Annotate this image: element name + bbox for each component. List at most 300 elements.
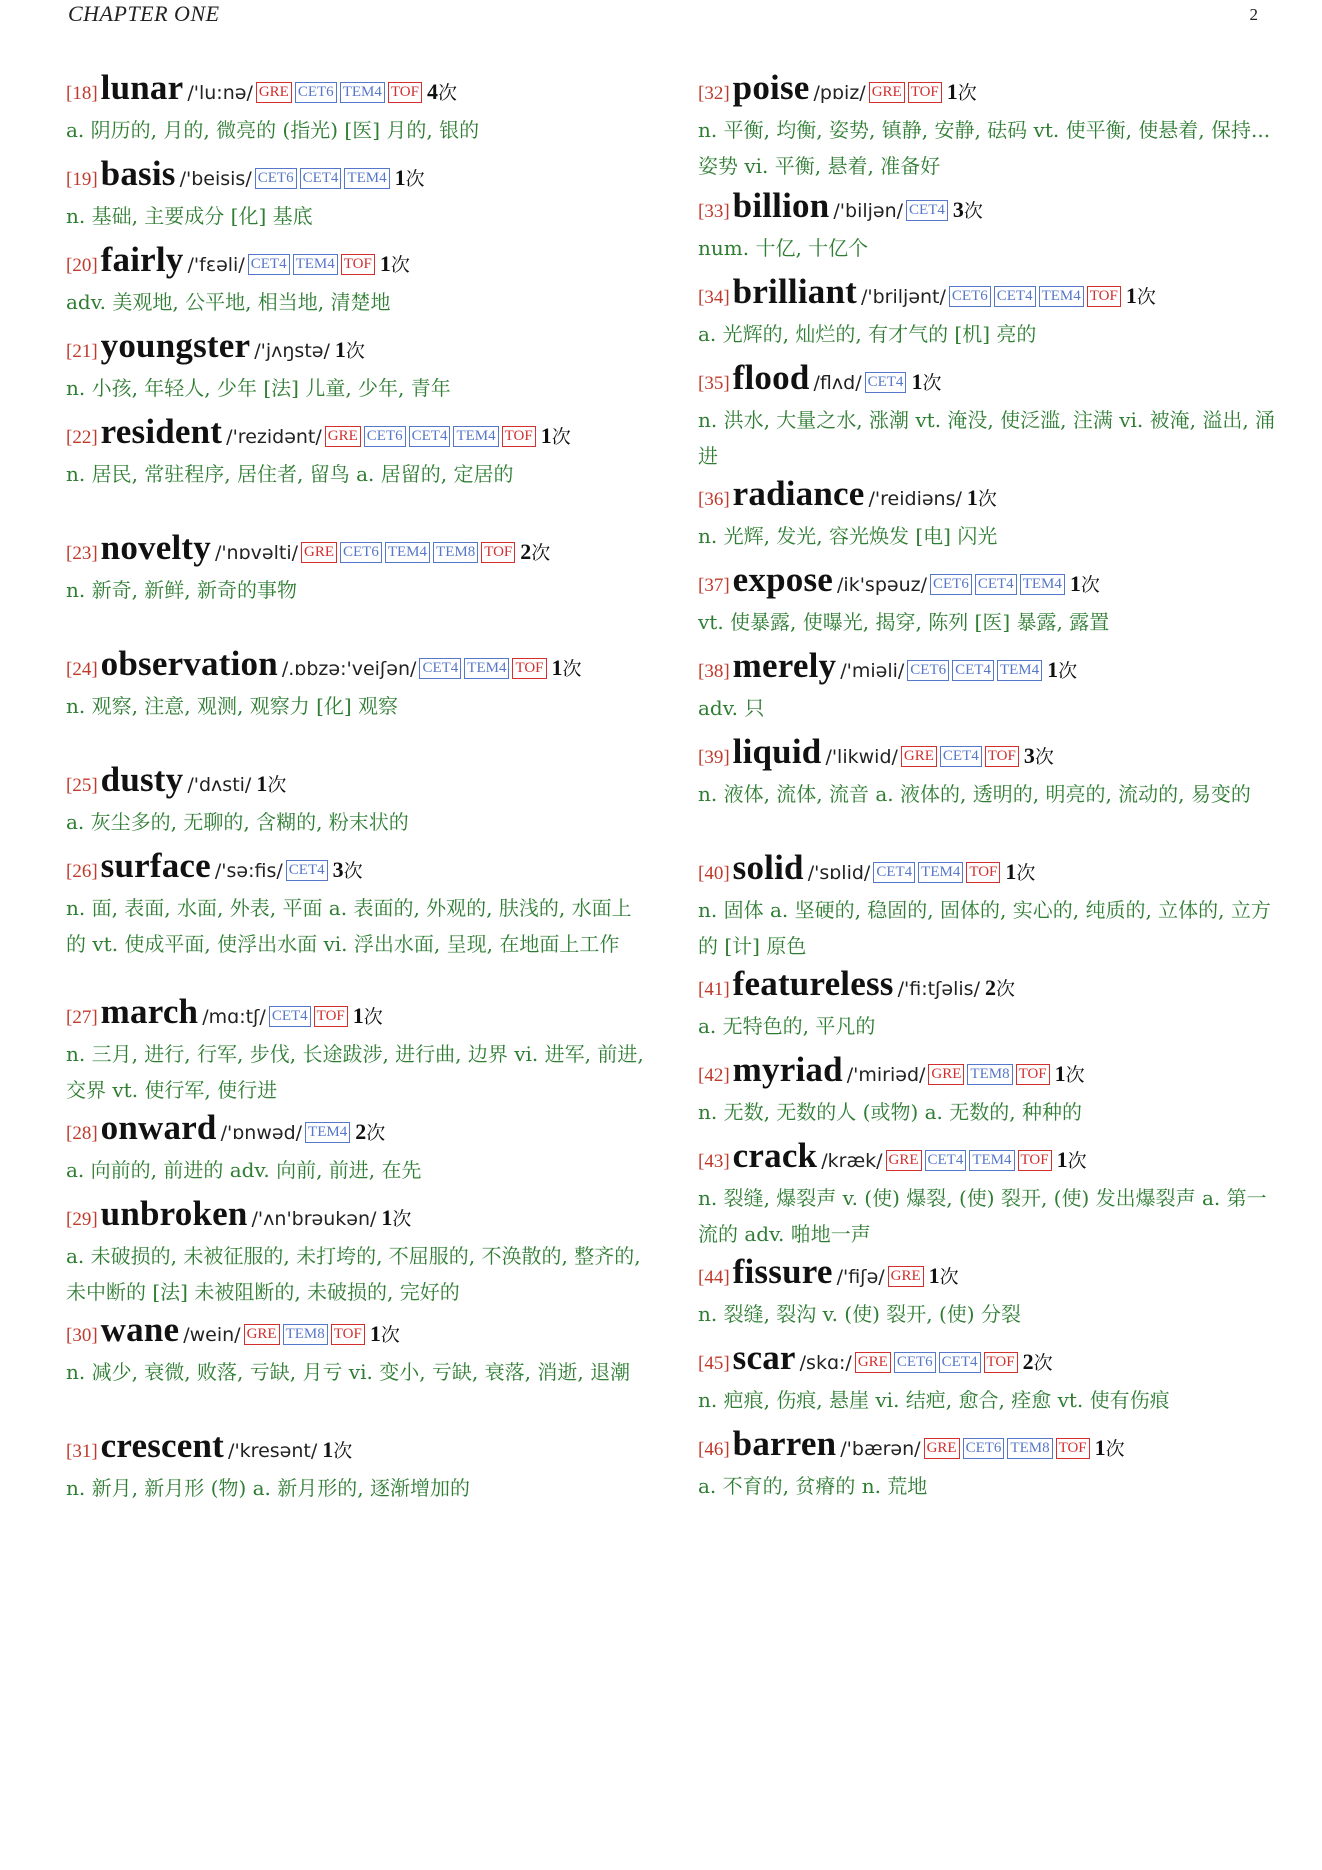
- occurrence-count: 1: [394, 165, 406, 190]
- entry-headline: [698, 648, 1278, 690]
- exam-tag: CET4: [248, 254, 290, 275]
- occurrence-count: 1: [1005, 859, 1017, 884]
- vocab-entry: [698, 360, 1278, 474]
- entry-index: [42]: [698, 1065, 730, 1086]
- vocab-entry: [698, 274, 1278, 352]
- exam-tag: CET4: [419, 658, 461, 679]
- exam-tag: TEM8: [1007, 1438, 1052, 1459]
- entry-phonetic: /'dʌsti/: [187, 774, 252, 796]
- entry-headline: [698, 734, 1278, 776]
- vocab-entry: [66, 70, 646, 148]
- exam-tag: TEM4: [305, 1122, 350, 1143]
- occurrence-count: 4: [426, 79, 438, 104]
- exam-tag: TOF: [908, 82, 942, 103]
- entry-index: [44]: [698, 1267, 730, 1288]
- entry-index: [35]: [698, 373, 730, 394]
- entry-index: [31]: [66, 1441, 98, 1462]
- exam-tag: TOF: [314, 1006, 348, 1027]
- entry-index: [26]: [66, 861, 98, 882]
- exam-tag: TOF: [512, 658, 546, 679]
- exam-tag: GRE: [928, 1064, 964, 1085]
- entry-index: [22]: [66, 427, 98, 448]
- exam-tag: TEM8: [283, 1324, 328, 1345]
- occurrence-unit: 次: [531, 542, 551, 564]
- exam-tag: CET4: [939, 1352, 981, 1373]
- entry-phonetic: /'beisis/: [179, 168, 252, 190]
- entry-headline: [66, 414, 646, 456]
- entry-definition: n. 液体, 流体, 流音 a. 液体的, 透明的, 明亮的, 流动的, 易变的: [698, 782, 1251, 806]
- entry-headline: [66, 1312, 646, 1354]
- exam-tag: TOF: [1018, 1150, 1052, 1171]
- exam-tag: GRE: [855, 1352, 891, 1373]
- entry-headline: [698, 188, 1278, 230]
- entry-headline: [66, 762, 646, 804]
- entry-definition: n. 裂缝, 爆裂声 v. (使) 爆裂, (使) 裂开, (使) 发出爆裂声 a. 第一流的 adv. 啪地一声: [698, 1186, 1267, 1246]
- entry-definition: n. 减少, 衰微, 败落, 亏缺, 月亏 vi. 变小, 亏缺, 衰落, 消逝, 退潮: [66, 1360, 631, 1384]
- page-header: [68, 0, 1258, 30]
- occurrence-count: 3: [1023, 743, 1035, 768]
- entry-index: [24]: [66, 659, 98, 680]
- exam-tag: CET4: [409, 426, 451, 447]
- entry-definition: a. 光辉的, 灿烂的, 有才气的 [机] 亮的: [698, 322, 1037, 346]
- entry-definition: n. 平衡, 均衡, 姿势, 镇静, 安静, 砝码 vt. 使平衡, 使悬着, 保持... 姿势 vi. 平衡, 悬着, 准备好: [698, 118, 1271, 178]
- entry-headline: [66, 242, 646, 284]
- entry-word: wane: [100, 1310, 180, 1349]
- occurrence-unit: 次: [267, 774, 287, 796]
- entry-definition: a. 阴历的, 月的, 微亮的 (指光) [医] 月的, 银的: [66, 118, 480, 142]
- exam-tag: TEM4: [1020, 574, 1065, 595]
- entry-phonetic: /'sə:fis/: [214, 860, 283, 882]
- entry-word: myriad: [732, 1050, 843, 1089]
- occurrence-count: 1: [946, 79, 958, 104]
- exam-tag: TEM4: [340, 82, 385, 103]
- entry-phonetic: /'biljən/: [833, 200, 904, 222]
- entry-index: [40]: [698, 863, 730, 884]
- entry-index: [23]: [66, 543, 98, 564]
- entry-phonetic: /'likwid/: [825, 746, 898, 768]
- exam-tag: TEM4: [385, 542, 430, 563]
- vocab-entry: [698, 850, 1278, 964]
- entry-phonetic: /'fi:tʃəlis/: [897, 978, 980, 1000]
- exam-tag: CET6: [340, 542, 382, 563]
- entry-index: [39]: [698, 747, 730, 768]
- occurrence-count: 1: [540, 423, 552, 448]
- occurrence-unit: 次: [551, 426, 571, 448]
- entry-index: [20]: [66, 255, 98, 276]
- exam-tag: CET6: [930, 574, 972, 595]
- exam-tag: TOF: [388, 82, 422, 103]
- occurrence-unit: 次: [1058, 660, 1078, 682]
- vocab-entry: [698, 188, 1278, 266]
- entry-headline: [66, 328, 646, 370]
- occurrence-unit: 次: [405, 168, 425, 190]
- entry-phonetic: /'ʌn'brəukən/: [251, 1208, 377, 1230]
- occurrence-unit: 次: [1033, 1352, 1053, 1374]
- entry-headline: [698, 70, 1278, 112]
- exam-tag: TOF: [331, 1324, 365, 1345]
- entry-headline: [698, 1426, 1278, 1468]
- entry-index: [18]: [66, 83, 98, 104]
- entry-index: [41]: [698, 979, 730, 1000]
- entry-index: [37]: [698, 575, 730, 596]
- exam-tag: GRE: [901, 746, 937, 767]
- exam-tag: TOF: [985, 746, 1019, 767]
- entry-word: crack: [732, 1136, 818, 1175]
- occurrence-count: 1: [911, 369, 923, 394]
- occurrence-count: 1: [1054, 1061, 1066, 1086]
- entry-word: scar: [732, 1338, 796, 1377]
- entry-word: radiance: [732, 474, 865, 513]
- entry-headline: [66, 646, 646, 688]
- occurrence-unit: 次: [1034, 746, 1054, 768]
- exam-tag: TEM4: [918, 862, 963, 883]
- exam-tag: GRE: [888, 1266, 924, 1287]
- exam-tag: CET4: [865, 372, 907, 393]
- vocab-entry: [66, 1428, 646, 1506]
- entry-definition: n. 小孩, 年轻人, 少年 [法] 儿童, 少年, 青年: [66, 376, 451, 400]
- vocab-entry: [698, 1052, 1278, 1130]
- entry-phonetic: /'nɒvəlti/: [214, 542, 299, 564]
- entry-index: [34]: [698, 287, 730, 308]
- entry-phonetic: /'jʌŋstə/: [254, 340, 330, 362]
- entry-definition: vt. 使暴露, 使曝光, 揭穿, 陈列 [医] 暴露, 露置: [698, 610, 1110, 634]
- entry-definition: n. 新月, 新月形 (物) a. 新月形的, 逐渐增加的: [66, 1476, 470, 1500]
- entry-word: brilliant: [732, 272, 857, 311]
- exam-tag: CET6: [894, 1352, 936, 1373]
- exam-tag: GRE: [886, 1150, 922, 1171]
- entry-phonetic: /'fiʃə/: [836, 1266, 885, 1288]
- occurrence-count: 1: [352, 1003, 364, 1028]
- entry-word: billion: [732, 186, 830, 225]
- occurrence-unit: 次: [963, 200, 983, 222]
- entry-phonetic: /flʌd/: [813, 372, 862, 394]
- occurrence-unit: 次: [333, 1440, 353, 1462]
- vocab-entry: [66, 530, 646, 608]
- entry-headline: [698, 1052, 1278, 1094]
- entry-definition: num. 十亿, 十亿个: [698, 236, 869, 260]
- occurrence-unit: 次: [1080, 574, 1100, 596]
- entry-word: observation: [100, 644, 278, 683]
- exam-tag: CET4: [940, 746, 982, 767]
- occurrence-count: 1: [381, 1205, 393, 1230]
- entry-headline: [66, 848, 646, 890]
- entry-phonetic: /wein/: [183, 1324, 241, 1346]
- exam-tag: CET4: [300, 168, 342, 189]
- entry-word: flood: [732, 358, 810, 397]
- vocab-entry: [66, 242, 646, 320]
- entry-word: novelty: [100, 528, 211, 567]
- exam-tag: TOF: [481, 542, 515, 563]
- occurrence-unit: 次: [1105, 1438, 1125, 1460]
- exam-tag: CET4: [269, 1006, 311, 1027]
- exam-tag: GRE: [924, 1438, 960, 1459]
- exam-tag: GRE: [301, 542, 337, 563]
- entry-phonetic: /'reidiəns/: [868, 488, 962, 510]
- entry-definition: n. 裂缝, 裂沟 v. (使) 裂开, (使) 分裂: [698, 1302, 1021, 1326]
- exam-tag: TOF: [966, 862, 1000, 883]
- entry-word: poise: [732, 68, 810, 107]
- entry-headline: [698, 850, 1278, 892]
- exam-tag: CET6: [949, 286, 991, 307]
- chapter-title: CHAPTER ONE: [68, 1, 220, 26]
- occurrence-unit: 次: [939, 1266, 959, 1288]
- exam-tag: GRE: [256, 82, 292, 103]
- vocab-entry: [66, 328, 646, 406]
- entry-index: [46]: [698, 1439, 730, 1460]
- entry-word: merely: [732, 646, 837, 685]
- occurrence-unit: 次: [1065, 1064, 1085, 1086]
- exam-tag: CET4: [925, 1150, 967, 1171]
- entry-definition: n. 固体 a. 坚硬的, 稳固的, 固体的, 实心的, 纯质的, 立体的, 立方的 [计] 原色: [698, 898, 1271, 958]
- entry-definition: n. 居民, 常驻程序, 居住者, 留鸟 a. 居留的, 定居的: [66, 462, 514, 486]
- occurrence-count: 1: [1125, 283, 1137, 308]
- entry-index: [25]: [66, 775, 98, 796]
- entry-index: [19]: [66, 169, 98, 190]
- entry-headline: [66, 1196, 646, 1238]
- vocab-entry: [66, 156, 646, 234]
- entry-definition: n. 基础, 主要成分 [化] 基底: [66, 204, 313, 228]
- entry-index: [29]: [66, 1209, 98, 1230]
- entry-headline: [66, 1428, 646, 1470]
- entry-definition: n. 新奇, 新鲜, 新奇的事物: [66, 578, 298, 602]
- occurrence-unit: 次: [1067, 1150, 1087, 1172]
- exam-tag: TEM4: [969, 1150, 1014, 1171]
- occurrence-count: 1: [1056, 1147, 1068, 1172]
- entry-phonetic: /'bærən/: [840, 1438, 921, 1460]
- entry-index: [32]: [698, 83, 730, 104]
- entry-phonetic: /'kresənt/: [228, 1440, 318, 1462]
- exam-tag: CET4: [975, 574, 1017, 595]
- occurrence-count: 1: [369, 1321, 381, 1346]
- occurrence-count: 1: [322, 1437, 334, 1462]
- entry-headline: [66, 530, 646, 572]
- entry-word: dusty: [100, 760, 184, 799]
- entry-index: [36]: [698, 489, 730, 510]
- entry-phonetic: /'miəli/: [840, 660, 905, 682]
- occurrence-unit: 次: [345, 340, 365, 362]
- exam-tag: CET6: [907, 660, 949, 681]
- occurrence-count: 1: [256, 771, 268, 796]
- entry-headline: [66, 70, 646, 112]
- vocab-entry: [698, 1138, 1278, 1252]
- entry-word: resident: [100, 412, 223, 451]
- occurrence-unit: 次: [562, 658, 582, 680]
- occurrence-count: 1: [334, 337, 346, 362]
- entry-headline: [66, 1110, 646, 1152]
- entry-phonetic: /'ɒnwəd/: [220, 1122, 303, 1144]
- entry-word: fissure: [732, 1252, 833, 1291]
- entry-definition: n. 疤痕, 伤痕, 悬崖 vi. 结疤, 愈合, 痊愈 vt. 使有伤痕: [698, 1388, 1170, 1412]
- vocab-entry: [66, 762, 646, 840]
- exam-tag: TOF: [1056, 1438, 1090, 1459]
- exam-tag: CET4: [952, 660, 994, 681]
- occurrence-unit: 次: [366, 1122, 386, 1144]
- entry-phonetic: /'miriəd/: [846, 1064, 926, 1086]
- occurrence-count: 1: [966, 485, 978, 510]
- entry-definition: a. 不育的, 贫瘠的 n. 荒地: [698, 1474, 928, 1498]
- exam-tag: TEM8: [967, 1064, 1012, 1085]
- entry-word: basis: [100, 154, 176, 193]
- exam-tag: TOF: [1016, 1064, 1050, 1085]
- entry-definition: adv. 美观地, 公平地, 相当地, 清楚地: [66, 290, 391, 314]
- exam-tag: TEM4: [464, 658, 509, 679]
- entry-definition: a. 未破损的, 未被征服的, 未打垮的, 不屈服的, 不涣散的, 整齐的, 未中断的 [法] 未被阻断的, 未破损的, 完好的: [66, 1244, 641, 1304]
- exam-tag: CET6: [255, 168, 297, 189]
- entry-phonetic: /'rezidənt/: [226, 426, 322, 448]
- entry-definition: a. 向前的, 前进的 adv. 向前, 前进, 在先: [66, 1158, 422, 1182]
- occurrence-unit: 次: [390, 254, 410, 276]
- exam-tag: TEM4: [293, 254, 338, 275]
- vocab-entry: [698, 966, 1278, 1044]
- entry-definition: n. 面, 表面, 水面, 外表, 平面 a. 表面的, 外观的, 肤浅的, 水面上的 vt. 使成平面, 使浮出水面 vi. 浮出水面, 呈现, 在地面上工作: [66, 896, 632, 956]
- occurrence-unit: 次: [363, 1006, 383, 1028]
- vocab-entry: [698, 648, 1278, 726]
- entry-index: [21]: [66, 341, 98, 362]
- entry-headline: [698, 1254, 1278, 1296]
- entry-index: [33]: [698, 201, 730, 222]
- occurrence-count: 3: [332, 857, 344, 882]
- exam-tag: TEM4: [453, 426, 498, 447]
- entry-index: [45]: [698, 1353, 730, 1374]
- occurrence-unit: 次: [437, 82, 457, 104]
- exam-tag: TOF: [1087, 286, 1121, 307]
- entry-definition: a. 无特色的, 平凡的: [698, 1014, 876, 1038]
- entry-word: onward: [100, 1108, 217, 1147]
- entry-word: expose: [732, 560, 834, 599]
- entry-definition: n. 无数, 无数的人 (或物) a. 无数的, 种种的: [698, 1100, 1082, 1124]
- entry-word: youngster: [100, 326, 251, 365]
- exam-tag: TEM4: [344, 168, 389, 189]
- entry-word: lunar: [100, 68, 184, 107]
- entry-definition: n. 三月, 进行, 行军, 步伐, 长途跋涉, 进行曲, 边界 vi. 进军, 前进, 交界 vt. 使行军, 使行进: [66, 1042, 644, 1102]
- occurrence-count: 1: [1047, 657, 1059, 682]
- vocab-entry: [66, 646, 646, 724]
- vocab-entry: [698, 1340, 1278, 1418]
- exam-tag: TOF: [984, 1352, 1018, 1373]
- entry-word: march: [100, 992, 199, 1031]
- exam-tag: TEM8: [433, 542, 478, 563]
- entry-phonetic: /mɑ:tʃ/: [202, 1006, 266, 1028]
- entry-phonetic: /'sɒlid/: [807, 862, 871, 884]
- occurrence-count: 1: [928, 1263, 940, 1288]
- entry-phonetic: /'briljənt/: [860, 286, 946, 308]
- occurrence-count: 2: [520, 539, 532, 564]
- vocab-entry: [66, 1196, 646, 1310]
- entry-phonetic: /ik'spəuz/: [837, 574, 927, 596]
- entry-word: solid: [732, 848, 804, 887]
- vocab-entry: [698, 1254, 1278, 1332]
- occurrence-count: 2: [984, 975, 996, 1000]
- occurrence-count: 1: [379, 251, 391, 276]
- entry-definition: n. 洪水, 大量之水, 涨潮 vt. 淹没, 使泛滥, 注满 vi. 被淹, 溢出, 涌进: [698, 408, 1276, 468]
- vocab-entry: [698, 70, 1278, 184]
- entry-headline: [698, 360, 1278, 402]
- occurrence-unit: 次: [922, 372, 942, 394]
- exam-tag: TOF: [502, 426, 536, 447]
- entry-definition: n. 光辉, 发光, 容光焕发 [电] 闪光: [698, 524, 998, 548]
- page-number: 2: [1249, 5, 1258, 24]
- entry-headline: [698, 1138, 1278, 1180]
- vocab-entry: [66, 414, 646, 492]
- vocab-entry: [66, 994, 646, 1108]
- vocab-entry: [66, 1312, 646, 1390]
- occurrence-unit: 次: [1016, 862, 1036, 884]
- entry-index: [27]: [66, 1007, 98, 1028]
- exam-tag: GRE: [244, 1324, 280, 1345]
- exam-tag: GRE: [325, 426, 361, 447]
- vocab-entry: [698, 476, 1278, 554]
- occurrence-unit: 次: [1136, 286, 1156, 308]
- vocab-entry: [698, 1426, 1278, 1504]
- vocab-entry: [66, 848, 646, 962]
- occurrence-unit: 次: [977, 488, 997, 510]
- vocab-entry: [698, 734, 1278, 812]
- occurrence-unit: 次: [380, 1324, 400, 1346]
- entry-index: [43]: [698, 1151, 730, 1172]
- entry-headline: [66, 994, 646, 1036]
- entry-word: surface: [100, 846, 211, 885]
- entry-word: barren: [732, 1424, 837, 1463]
- entry-word: liquid: [732, 732, 822, 771]
- exam-tag: GRE: [869, 82, 905, 103]
- entry-index: [30]: [66, 1325, 98, 1346]
- exam-tag: CET6: [295, 82, 337, 103]
- entry-word: unbroken: [100, 1194, 248, 1233]
- entry-headline: [698, 1340, 1278, 1382]
- occurrence-unit: 次: [343, 860, 363, 882]
- exam-tag: TOF: [341, 254, 375, 275]
- occurrence-count: 3: [952, 197, 964, 222]
- entry-phonetic: /kræk/: [821, 1150, 883, 1172]
- entry-headline: [698, 562, 1278, 604]
- occurrence-count: 2: [1022, 1349, 1034, 1374]
- exam-tag: CET4: [994, 286, 1036, 307]
- entry-phonetic: /'lu:nə/: [187, 82, 253, 104]
- occurrence-unit: 次: [392, 1208, 412, 1230]
- occurrence-count: 1: [1094, 1435, 1106, 1460]
- entry-word: fairly: [100, 240, 184, 279]
- entry-headline: [698, 476, 1278, 518]
- entry-word: crescent: [100, 1426, 225, 1465]
- entry-headline: [698, 966, 1278, 1008]
- vocab-entry: [66, 1110, 646, 1188]
- entry-headline: [66, 156, 646, 198]
- exam-tag: CET6: [364, 426, 406, 447]
- entry-word: featureless: [732, 964, 894, 1003]
- exam-tag: CET4: [906, 200, 948, 221]
- occurrence-unit: 次: [995, 978, 1015, 1000]
- entry-index: [38]: [698, 661, 730, 682]
- entry-phonetic: /.ɒbzə:'veiʃən/: [281, 658, 417, 680]
- entry-phonetic: /skɑ:/: [799, 1352, 852, 1374]
- exam-tag: CET4: [873, 862, 915, 883]
- entry-phonetic: /pɒiz/: [813, 82, 866, 104]
- exam-tag: TEM4: [1039, 286, 1084, 307]
- vocab-entry: [698, 562, 1278, 640]
- occurrence-count: 2: [355, 1119, 367, 1144]
- entry-index: [28]: [66, 1123, 98, 1144]
- entry-definition: a. 灰尘多的, 无聊的, 含糊的, 粉末状的: [66, 810, 409, 834]
- entry-phonetic: /'fɛəli/: [187, 254, 245, 276]
- exam-tag: CET4: [286, 860, 328, 881]
- occurrence-unit: 次: [957, 82, 977, 104]
- occurrence-count: 1: [551, 655, 563, 680]
- entry-headline: [698, 274, 1278, 316]
- entry-definition: n. 观察, 注意, 观测, 观察力 [化] 观察: [66, 694, 399, 718]
- entry-definition: adv. 只: [698, 696, 765, 720]
- exam-tag: CET6: [963, 1438, 1005, 1459]
- occurrence-count: 1: [1069, 571, 1081, 596]
